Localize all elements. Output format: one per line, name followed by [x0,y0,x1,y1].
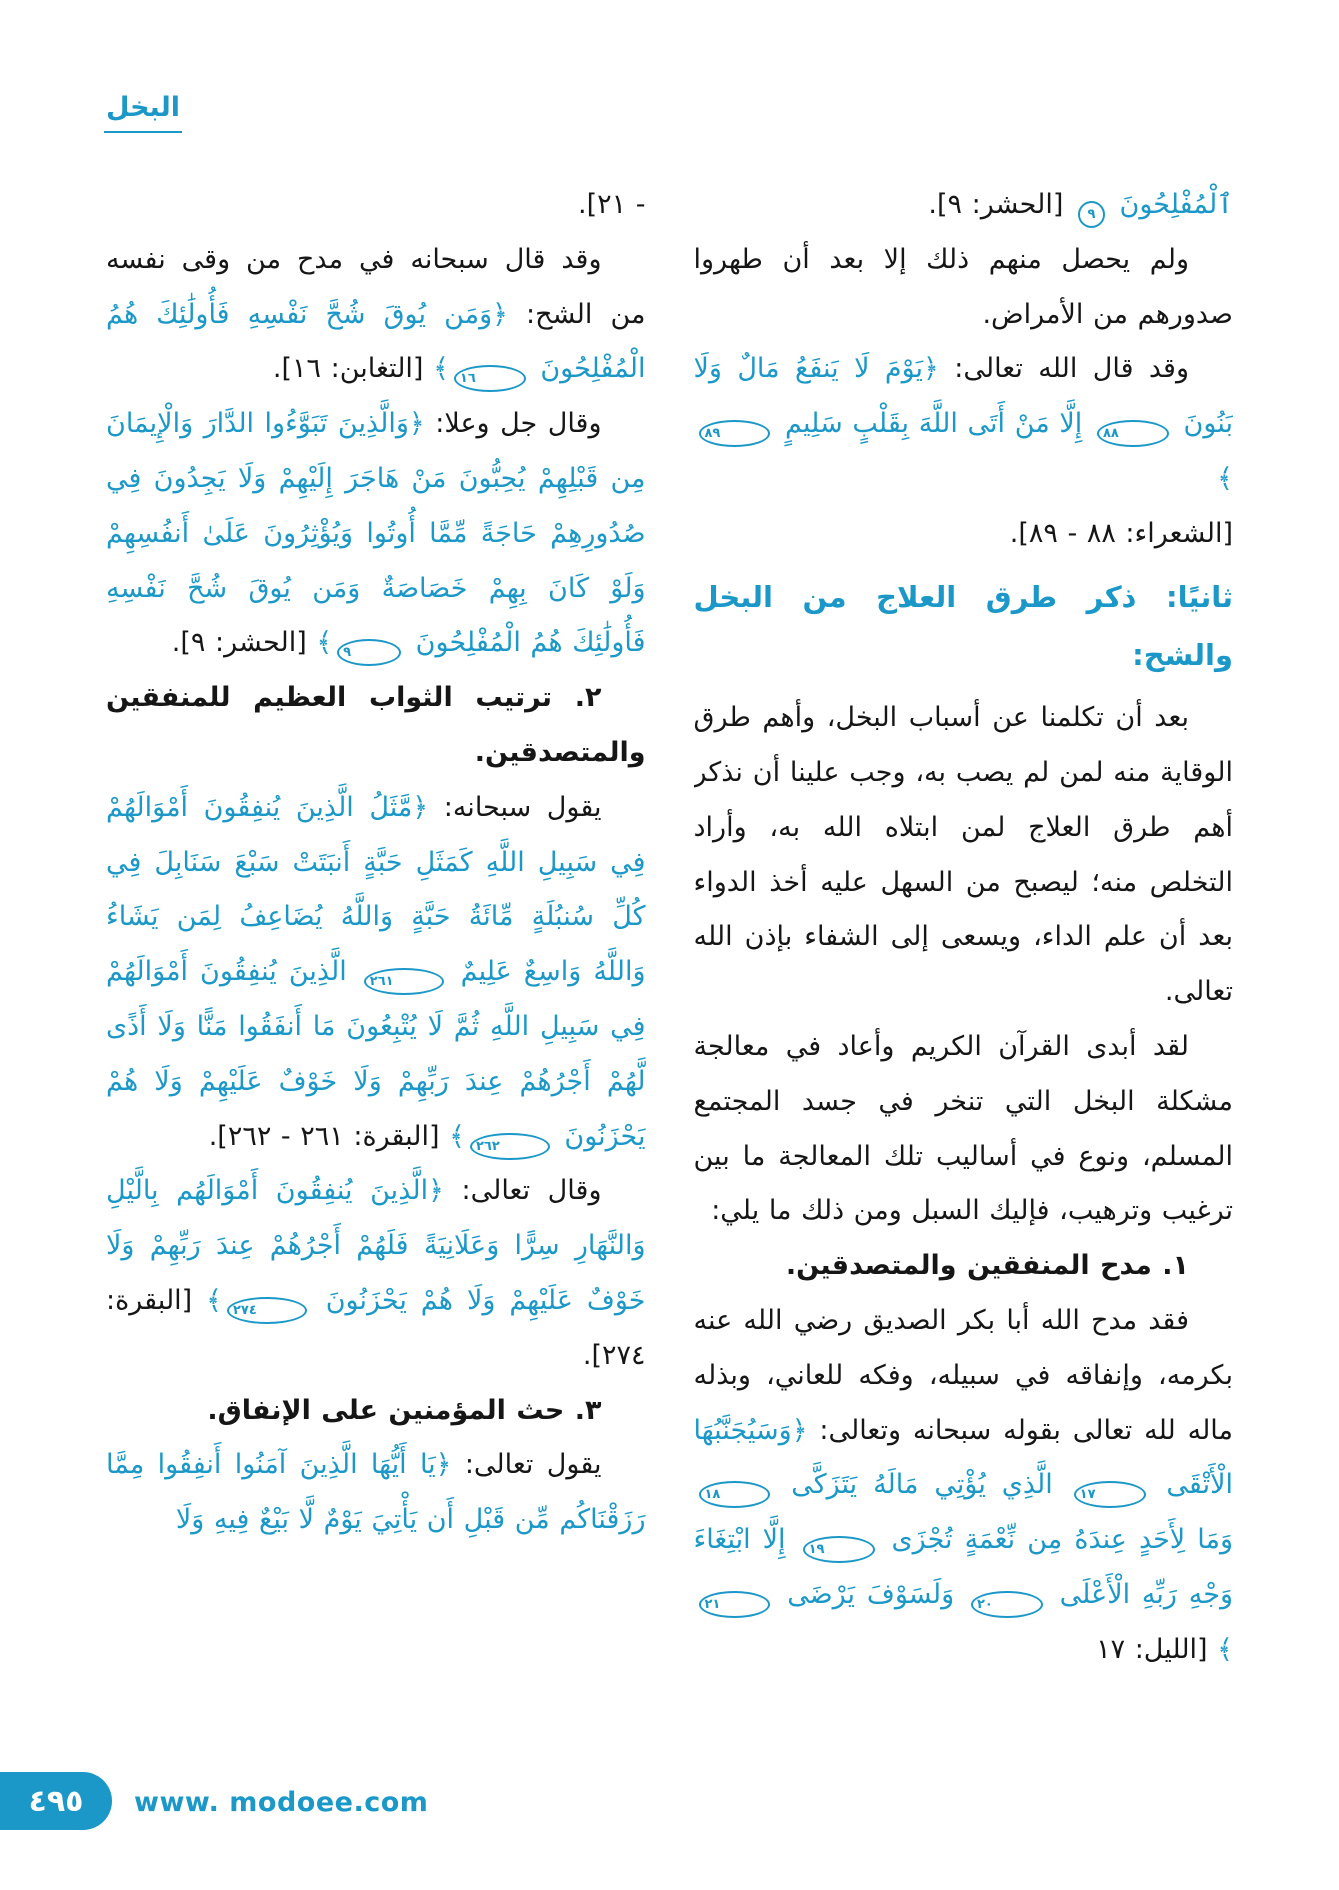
body-text: وقد قال سبحانه في مدح من وقى نفسه من الشح: [106,243,646,330]
quran-text: ﴿وَسَيُجَنَّبُهَا الْأَتْقَى [693,1414,1233,1501]
body-text: - ٢١]. [578,189,646,220]
ayah-number-ornament: ٢٠ [971,1591,1043,1618]
ayah-number-ornament: ٢٧٤ [227,1297,307,1324]
body-text: يقول سبحانه: [428,791,602,823]
body-text: [التغابن: ١٦]. [272,353,434,385]
paragraph [694,1020,1234,1239]
quran-text: الَّذِينَ يُنفِقُونَ أَمْوَالَهُمْ فِي سَبِيلِ اللَّهِ ثُمَّ لَا يُتْبِعُونَ مَا أَنفَقُوا مَنًّا وَلَا أَذًى لَّهُمْ أَجْرُهُمْ عِندَ رَبِّهِمْ وَلَا خَوْفٌ عَلَيْهِمْ وَلَا هُمْ يَحْزَنُونَ [106,956,646,1152]
ayah-number-ornament: ١٧ [1074,1481,1146,1508]
body-text: وقال جل وعلا: [424,408,602,440]
quran-text: ﴿يَوْمَ لَا يَنفَعُ مَالٌ وَلَا بَنُونَ [693,353,1233,440]
ayah-number-ornament: ٨٨ [1097,420,1169,447]
page-number-badge [0,1772,112,1830]
paragraph [106,781,646,1165]
bold-text: ٢. ترتيب الثواب العظيم للمنفقين والمتصدقين. [106,682,646,768]
ayah-number-ornament: ١٨ [699,1481,771,1508]
quran-text: إِلَّا ابْتِغَاءَ وَجْهِ رَبِّهِ الْأَعْلَى [693,1524,1233,1611]
body-text: [البقرة: ٢٦١ - ٢٦٢]. [208,1120,450,1152]
ayah-number-ornament: ٢٦١ [364,968,444,995]
bold-text: ١. مدح المنفقين والمتصدقين. [785,1250,1189,1282]
body-text: [الحشر: ٩]. [928,189,1073,220]
quran-text: ﴿الَّذِينَ يُنفِقُونَ أَمْوَالَهُم بِالَّيْلِ وَالنَّهَارِ سِرًّا وَعَلَانِيَةً فَلَهُمْ أَجْرُهُمْ عِندَ رَبِّهِمْ وَلَا خَوْفٌ عَلَيْهِمْ وَلَا هُمْ يَحْزَنُونَ [106,1175,646,1316]
ayah-number-ornament: ٩ [337,639,401,666]
paragraph [694,507,1234,562]
body-text: وقال تعالى: [443,1175,602,1207]
paragraph [694,233,1234,343]
body-text: [الحشر: ٩]. [171,627,317,659]
quran-text: الَّذِي يُؤْتِي مَالَهُ يَتَزَكَّى [775,1469,1069,1501]
ayah-number-ornament: ٨٩ [699,420,771,447]
paragraph [694,691,1234,1020]
quran-text: ﴾ [316,627,333,659]
ayah-number-ornament: ٢١ [699,1591,771,1618]
text-column-right [694,178,1234,1763]
quran-text: ٱلْمُفْلِحُونَ [1109,189,1233,220]
paragraph [106,397,646,671]
quran-text: ﴾ [1217,1633,1233,1665]
numbered-heading [694,1239,1234,1294]
body-text: ولم يحصل منهم ذلك إلا بعد أن طهروا صدورهم من الأمراض. [693,243,1233,330]
quran-text: ﴿يَا أَيُّهَا الَّذِينَ آمَنُوا أَنفِقُوا مِمَّا رَزَقْنَاكُم مِّن قَبْلِ أَن يَأْتِيَ يَوْمٌ لَّا بَيْعٌ فِيهِ وَلَا [106,1449,646,1536]
quran-text: إِلَّا مَنْ أَتَى اللَّهَ بِقَلْبٍ سَلِيمٍ [775,408,1092,440]
quran-text: ﴾ [1217,462,1233,494]
ayah-number-ornament: ٩ [1078,201,1105,228]
body-text: يقول تعالى: [451,1449,602,1481]
website-url: www. modoee.com [134,1787,429,1818]
quran-text: ﴾ [433,353,449,385]
body-text: [البقرة: ٢٧٤]. [106,1284,646,1371]
body-text: وقد قال الله تعالى: [938,353,1189,385]
ayah-number-ornament: ٢٦٢ [470,1133,550,1160]
body-text: [الشعراء: ٨٨ - ٨٩]. [1009,517,1233,549]
paragraph [106,1438,646,1548]
text-column-left [106,178,646,1763]
section-heading [694,568,1234,686]
body-text: لقد أبدى القرآن الكريم وأعاد في معالجة مشكلة البخل التي تنخر في جسد المجتمع المسلم، ونوع في أساليب تلك المعالجة ما بين ترغيب وترهيب، فإليك السبل ومن ذلك ما يلي: [693,1031,1233,1227]
body-text: بعد أن تكلمنا عن أسباب البخل، وأهم طرق الوقاية منه لمن لم يصب به، وجب علينا أن نذكر أهم طرق العلاج لمن ابتلاه الله به، وأراد التخلص منه؛ ليصبح من السهل عليه أخذ الدواء بعد أن علم الداء، ويسعى إلى الشفاء بإذن الله تعالى. [693,702,1233,1008]
quran-text: وَمَا لِأَحَدٍ عِندَهُ مِن نِّعْمَةٍ تُجْزَى [879,1524,1233,1556]
content-columns [106,178,1233,1763]
ayah-number-ornament: ١٩ [803,1536,875,1563]
quran-text: ﴿وَالَّذِينَ تَبَوَّءُوا الدَّارَ وَالْإِيمَانَ مِن قَبْلِهِمْ يُحِبُّونَ مَنْ هَاجَرَ إِلَيْهِمْ وَلَا يَجِدُونَ فِي صُدُورِهِمْ حَاجَةً مِّمَّا أُوتُوا وَيُؤْثِرُونَ عَلَىٰ أَنفُسِهِمْ وَلَوْ كَانَ بِهِمْ خَصَاصَةٌ وَمَن يُوقَ شُحَّ نَفْسِهِ فَأُولَٰئِكَ هُمُ الْمُفْلِحُونَ [106,408,646,659]
quran-text: ﴾ [206,1284,222,1316]
page-header-title: البخل [104,92,182,133]
heading-text: ثانيًا: ذكر طرق العلاج من البخل والشح: [693,579,1233,673]
paragraph [106,233,646,397]
page-number: ٤٩٥ [28,1783,84,1819]
quran-text: ﴿وَمَن يُوقَ شُحَّ نَفْسِهِ فَأُولَٰئِكَ هُمُ الْمُفْلِحُونَ [106,298,646,385]
quran-text: ﴾ [449,1120,465,1152]
paragraph [694,1294,1234,1678]
paragraph [106,1164,646,1383]
numbered-heading [106,671,646,781]
body-text: فقد مدح الله أبا بكر الصديق رضي الله عنه بكرمه، وإنفاقه في سبيله، وفكه للعاني، وبذله ماله لله تعالى بقوله سبحانه وتعالى: [693,1305,1233,1446]
quran-text: ﴿مَّثَلُ الَّذِينَ يُنفِقُونَ أَمْوَالَهُمْ فِي سَبِيلِ اللَّهِ كَمَثَلِ حَبَّةٍ أَنبَتَتْ سَبْعَ سَنَابِلَ فِي كُلِّ سُنبُلَةٍ مِّائَةُ حَبَّةٍ وَاللَّهُ يُضَاعِفُ لِمَن يَشَاءُ وَاللَّهُ وَاسِعٌ عَلِيمٌ [106,791,646,988]
paragraph [694,178,1234,233]
numbered-heading [106,1384,646,1439]
paragraph [106,178,646,233]
ayah-number-ornament: ١٦ [454,365,526,392]
bold-text: ٣. حث المؤمنين على الإنفاق. [207,1394,602,1426]
quran-text: وَلَسَوْفَ يَرْضَى [775,1579,966,1611]
paragraph [694,342,1234,506]
body-text: [الليل: ١٧ [1096,1633,1218,1665]
